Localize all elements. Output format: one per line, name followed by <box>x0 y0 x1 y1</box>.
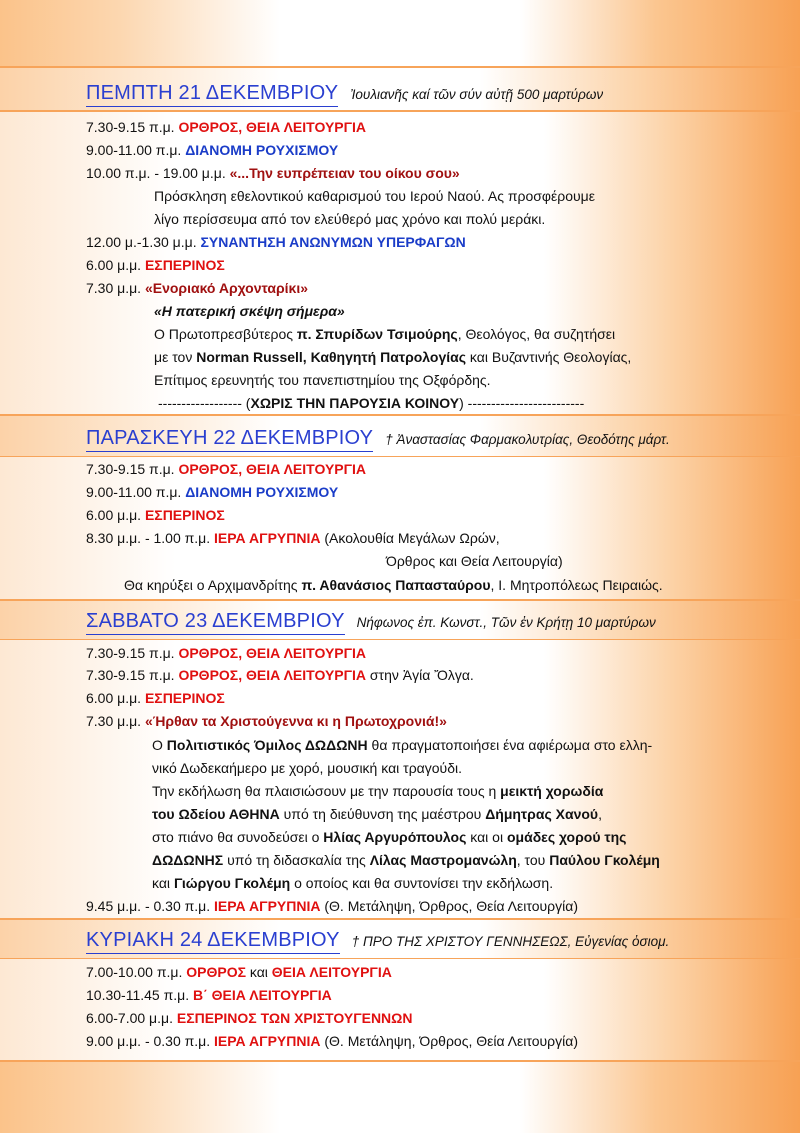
event-detail: (Θ. Μετάληψη, Όρθρος, Θεία Λειτουργία) <box>320 898 578 914</box>
event: ΟΡΘΡΟΣ, ΘΕΙΑ ΛΕΙΤΟΥΡΓΙΑ <box>178 461 367 477</box>
schedule-line <box>86 256 225 274</box>
section-heading <box>86 82 603 107</box>
day-title: ΠΑΡΑΣΚΕΥΗ 22 ΔΕΚΕΜΒΡΙΟΥ <box>86 427 373 452</box>
schedule-line <box>86 1009 413 1027</box>
event: ΙΕΡΑ ΑΓΡΥΠΝΙΑ <box>214 530 321 546</box>
schedule-line <box>86 506 225 524</box>
text: Ο Πρωτοπρεσβύτερος <box>154 326 297 342</box>
person-name: Δήμητρας Χανού <box>485 806 599 822</box>
saint-of-day: † ΠΡΟ ΤΗΣ ΧΡΙΣΤΟΥ ΓΕΝΝΗΣΕΩΣ, Εὐγενίας ὁσιομ. <box>351 934 670 949</box>
text: , Θεολόγος, θα συζητήσει <box>457 326 616 342</box>
schedule-line <box>86 118 366 136</box>
section-heading <box>86 929 669 954</box>
time: 7.30-9.15 π.μ. <box>86 645 175 661</box>
time: 6.00 μ.μ. <box>86 690 142 706</box>
time: 9.00-11.00 π.μ. <box>86 142 182 158</box>
person-name: Ηλίας Αργυρόπουλος <box>323 829 467 845</box>
time: 10.30-11.45 π.μ. <box>86 987 190 1003</box>
description-line <box>152 874 553 892</box>
schedule-line <box>86 233 466 251</box>
text: ) ------------------------- <box>459 395 585 411</box>
text: υπό τη διεύθυνση της μαέστρου <box>279 806 486 822</box>
day-title: ΚΥΡΙΑΚΗ 24 ΔΕΚΕΜΒΡΙΟΥ <box>86 929 340 954</box>
event: ΕΣΠΕΡΙΝΟΣ <box>144 507 225 523</box>
day-title: ΠΕΜΠΤΗ 21 ΔΕΚΕΜΒΡΙΟΥ <box>86 82 338 107</box>
event: «...Την ευπρέπειαν του οίκου σου» <box>229 165 460 181</box>
speaker-name: π. Σπυρίδων Τσιμούρης <box>296 326 458 342</box>
text: και <box>245 964 272 980</box>
text: , του <box>516 852 550 868</box>
section-heading <box>86 427 670 452</box>
text: , <box>598 806 602 822</box>
description-line <box>124 576 663 594</box>
person-name: Παύλου Γκολέμη <box>549 852 660 868</box>
event: ΘΕΙΑ ΛΕΙΤΟΥΡΓΙΑ <box>271 964 392 980</box>
time: 7.30-9.15 π.μ. <box>86 667 175 683</box>
text: υπό τη διδασκαλία της <box>223 852 370 868</box>
time: 9.00 μ.μ. - 0.30 π.μ. <box>86 1033 211 1049</box>
schedule-line <box>86 529 500 547</box>
text: , Ι. Μητροπόλεως Πειραιώς. <box>490 577 663 593</box>
schedule-line <box>86 141 338 159</box>
speaker-name: Norman Russell, Καθηγητή Πατρολογίας <box>196 349 467 365</box>
time: 7.30-9.15 π.μ. <box>86 461 175 477</box>
description-line <box>152 782 603 800</box>
event: ΟΡΘΡΟΣ <box>186 964 246 980</box>
schedule-line <box>86 460 366 478</box>
day-title: ΣΑΒΒΑΤΟ 23 ΔΕΚΕΜΒΡΙΟΥ <box>86 610 345 635</box>
schedule-line <box>86 1032 578 1050</box>
description-line <box>154 325 615 343</box>
event-subtitle: «Η πατερική σκέψη σήμερα» <box>154 303 345 319</box>
time: 6.00 μ.μ. <box>86 257 142 273</box>
event: ΕΣΠΕΡΙΝΟΣ <box>144 690 225 706</box>
text: θα πραγματοποιήσει ένα αφιέρωμα στο ελλη- <box>367 737 653 753</box>
person-name: Λίλας Μαστρομανώλη <box>369 852 517 868</box>
schedule-line <box>86 712 447 730</box>
description-line: Πρόσκληση εθελοντικού καθαρισμού του Ιερού Ναού. Ας προσφέρουμε <box>154 188 595 204</box>
event: Β΄ ΘΕΙΑ ΛΕΙΤΟΥΡΓΙΑ <box>192 987 332 1003</box>
text: ο οποίος και θα συντονίσει την εκδήλωση. <box>290 875 554 891</box>
schedule-line <box>86 897 578 915</box>
event: ΟΡΘΡΟΣ, ΘΕΙΑ ΛΕΙΤΟΥΡΓΙΑ <box>178 645 367 661</box>
bottom-margin <box>0 1062 800 1133</box>
description-line <box>154 348 631 366</box>
schedule-line <box>86 164 460 182</box>
event: ΟΡΘΡΟΣ, ΘΕΙΑ ΛΕΙΤΟΥΡΓΙΑ <box>178 667 367 683</box>
time: 7.30 μ.μ. <box>86 280 142 296</box>
event-detail: (Θ. Μετάληψη, Όρθρος, Θεία Λειτουργία) <box>320 1033 578 1049</box>
text: με τον <box>154 349 197 365</box>
description-line <box>152 736 652 754</box>
text: και Βυζαντινής Θεολογίας, <box>466 349 632 365</box>
description-line <box>152 805 602 823</box>
schedule-line <box>86 689 225 707</box>
text: ------------------ ( <box>158 395 251 411</box>
time: 9.00-11.00 π.μ. <box>86 484 182 500</box>
text: και οι <box>466 829 507 845</box>
schedule-line <box>86 483 338 501</box>
time: 6.00 μ.μ. <box>86 507 142 523</box>
notice-line <box>158 394 584 412</box>
notice: ΧΩΡΙΣ ΤΗΝ ΠΑΡΟΥΣΙΑ ΚΟΙΝΟΥ <box>250 395 460 411</box>
speaker-name: π. Αθανάσιος Παπασταύρου <box>301 577 491 593</box>
time: 12.00 μ.-1.30 μ.μ. <box>86 234 197 250</box>
text: και <box>152 875 174 891</box>
event: ΕΣΠΕΡΙΝΟΣ ΤΩΝ ΧΡΙΣΤΟΥΓΕΝΝΩΝ <box>176 1010 413 1026</box>
event: ΣΥΝΑΝΤΗΣΗ ΑΝΩΝΥΜΩΝ ΥΠΕΡΦΑΓΩΝ <box>200 234 466 250</box>
description-line <box>152 851 660 869</box>
description-line: Επίτιμος ερευνητής του πανεπιστημίου της Οξφόρδης. <box>154 372 491 388</box>
time: 9.45 μ.μ. - 0.30 π.μ. <box>86 898 211 914</box>
time: 7.00-10.00 π.μ. <box>86 964 183 980</box>
schedule-line <box>86 986 332 1004</box>
time: 6.00-7.00 μ.μ. <box>86 1010 173 1026</box>
top-margin <box>0 0 800 66</box>
event-detail: (Ακολουθία Μεγάλων Ωρών, <box>320 530 500 546</box>
schedule-line <box>86 279 308 297</box>
time: 8.30 μ.μ. - 1.00 π.μ. <box>86 530 211 546</box>
group-name: ομάδες χορού της <box>506 829 627 845</box>
event-detail: στην Ἁγία Ὄλγα. <box>366 667 474 683</box>
text: Την εκδήλωση θα πλαισιώσουν με την παρουσία τους η <box>152 783 501 799</box>
description-line: νικό Δωδεκαήμερο με χορό, μουσική και τραγούδι. <box>152 760 462 776</box>
saint-of-day: † Ἀναστασίας Φαρμακολυτρίας, Θεοδότης μάρτ. <box>385 432 670 447</box>
description-line <box>152 828 626 846</box>
event: ΔΙΑΝΟΜΗ ΡΟΥΧΙΣΜΟΥ <box>185 484 339 500</box>
event: ΕΣΠΕΡΙΝΟΣ <box>144 257 225 273</box>
event: ΔΙΑΝΟΜΗ ΡΟΥΧΙΣΜΟΥ <box>185 142 339 158</box>
time: 7.30 μ.μ. <box>86 713 142 729</box>
event: ΙΕΡΑ ΑΓΡΥΠΝΙΑ <box>214 1033 321 1049</box>
event: «Ενοριακό Αρχονταρίκι» <box>144 280 308 296</box>
text: Ο <box>152 737 167 753</box>
person-name: Γιώργου Γκολέμη <box>173 875 291 891</box>
time: 10.00 π.μ. - 19.00 μ.μ. <box>86 165 226 181</box>
saint-of-day: Νήφωνος ἐπ. Κωνστ., Τῶν ἐν Κρήτῃ 10 μαρτύρων <box>356 615 656 630</box>
description-line: λίγο περίσσευμα από τον ελεύθερό μας χρόνο και πολύ μεράκι. <box>154 211 546 227</box>
group-name: του Ωδείου ΑΘΗΝΑ <box>152 806 280 822</box>
group-name: μεικτή χορωδία <box>500 783 604 799</box>
time: 7.30-9.15 π.μ. <box>86 119 175 135</box>
group-name: Πολιτιστικός Όμιλος ΔΩΔΩΝΗ <box>166 737 368 753</box>
event: ΙΕΡΑ ΑΓΡΥΠΝΙΑ <box>214 898 321 914</box>
section-heading <box>86 610 656 635</box>
event-detail-line: Όρθρος και Θεία Λειτουργία) <box>386 553 563 569</box>
group-name: ΔΩΔΩΝΗΣ <box>152 852 224 868</box>
schedule-line <box>86 644 366 662</box>
text: στο πιάνο θα συνοδεύσει ο <box>152 829 324 845</box>
event: «Ήρθαν τα Χριστούγεννα κι η Πρωτοχρονιά!» <box>144 713 447 729</box>
text: Θα κηρύξει ο Αρχιμανδρίτης <box>124 577 302 593</box>
event: ΟΡΘΡΟΣ, ΘΕΙΑ ΛΕΙΤΟΥΡΓΙΑ <box>178 119 367 135</box>
schedule-line <box>86 963 392 981</box>
schedule-line <box>86 666 474 684</box>
saint-of-day: Ἰουλιανῆς καί τῶν σύν αὐτῇ 500 μαρτύρων <box>350 87 604 102</box>
